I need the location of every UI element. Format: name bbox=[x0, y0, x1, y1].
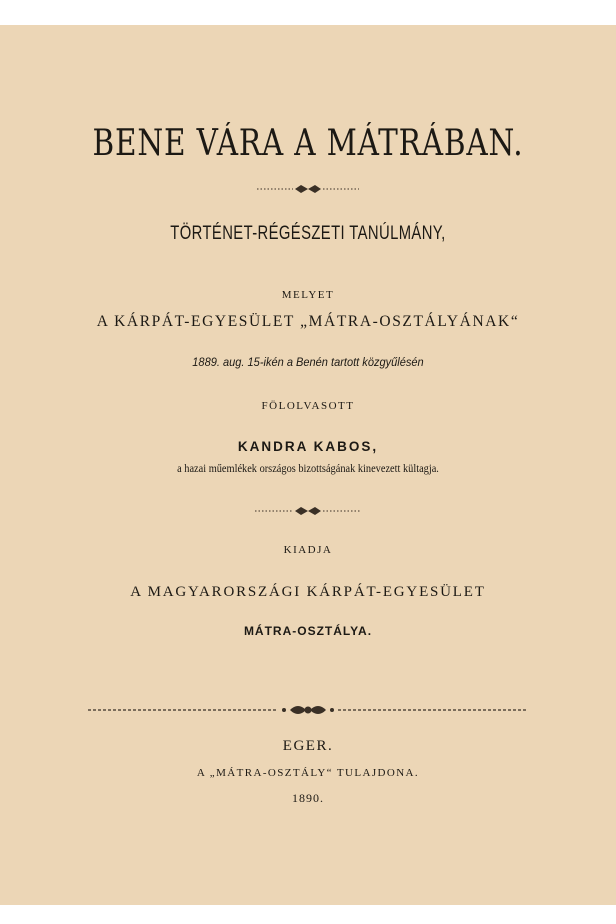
book-subtitle: TÖRTÉNET-RÉGÉSZETI TANÚLMÁNY, bbox=[170, 223, 446, 244]
ornament-divider-1 bbox=[255, 183, 361, 195]
owner-line: A „MÁTRA-OSZTÁLY“ TULAJDONA. bbox=[196, 767, 420, 779]
publication-city: EGER. bbox=[282, 738, 334, 754]
fololvasott-text: FÖLOLVASOTT bbox=[261, 400, 355, 412]
date-line: 1889. aug. 15-ikén a Benén tartott közgyűlésén bbox=[192, 355, 424, 369]
melyet-text: MELYET bbox=[281, 289, 335, 301]
kiadja-text: KIADJA bbox=[283, 544, 333, 556]
author-name: KANDRA KABOS, bbox=[237, 439, 379, 454]
book-cover-page bbox=[0, 25, 616, 905]
association-line: A KÁRPÁT-EGYESÜLET „MÁTRA-OSZTÁLYÁNAK“ bbox=[96, 313, 520, 330]
publication-year: 1890. bbox=[292, 791, 324, 805]
publisher-section: MÁTRA-OSZTÁLYA. bbox=[243, 624, 373, 638]
book-title: BENE VÁRA A MÁTRÁBAN. bbox=[92, 123, 524, 164]
publisher-name: A MAGYARORSZÁGI KÁRPÁT-EGYESÜLET bbox=[130, 584, 486, 600]
author-description: a hazai műemlékek országos bizottságának kinevezett kültagja. bbox=[177, 463, 439, 475]
ornament-divider-2 bbox=[253, 505, 363, 517]
ornament-divider-3 bbox=[86, 701, 530, 719]
